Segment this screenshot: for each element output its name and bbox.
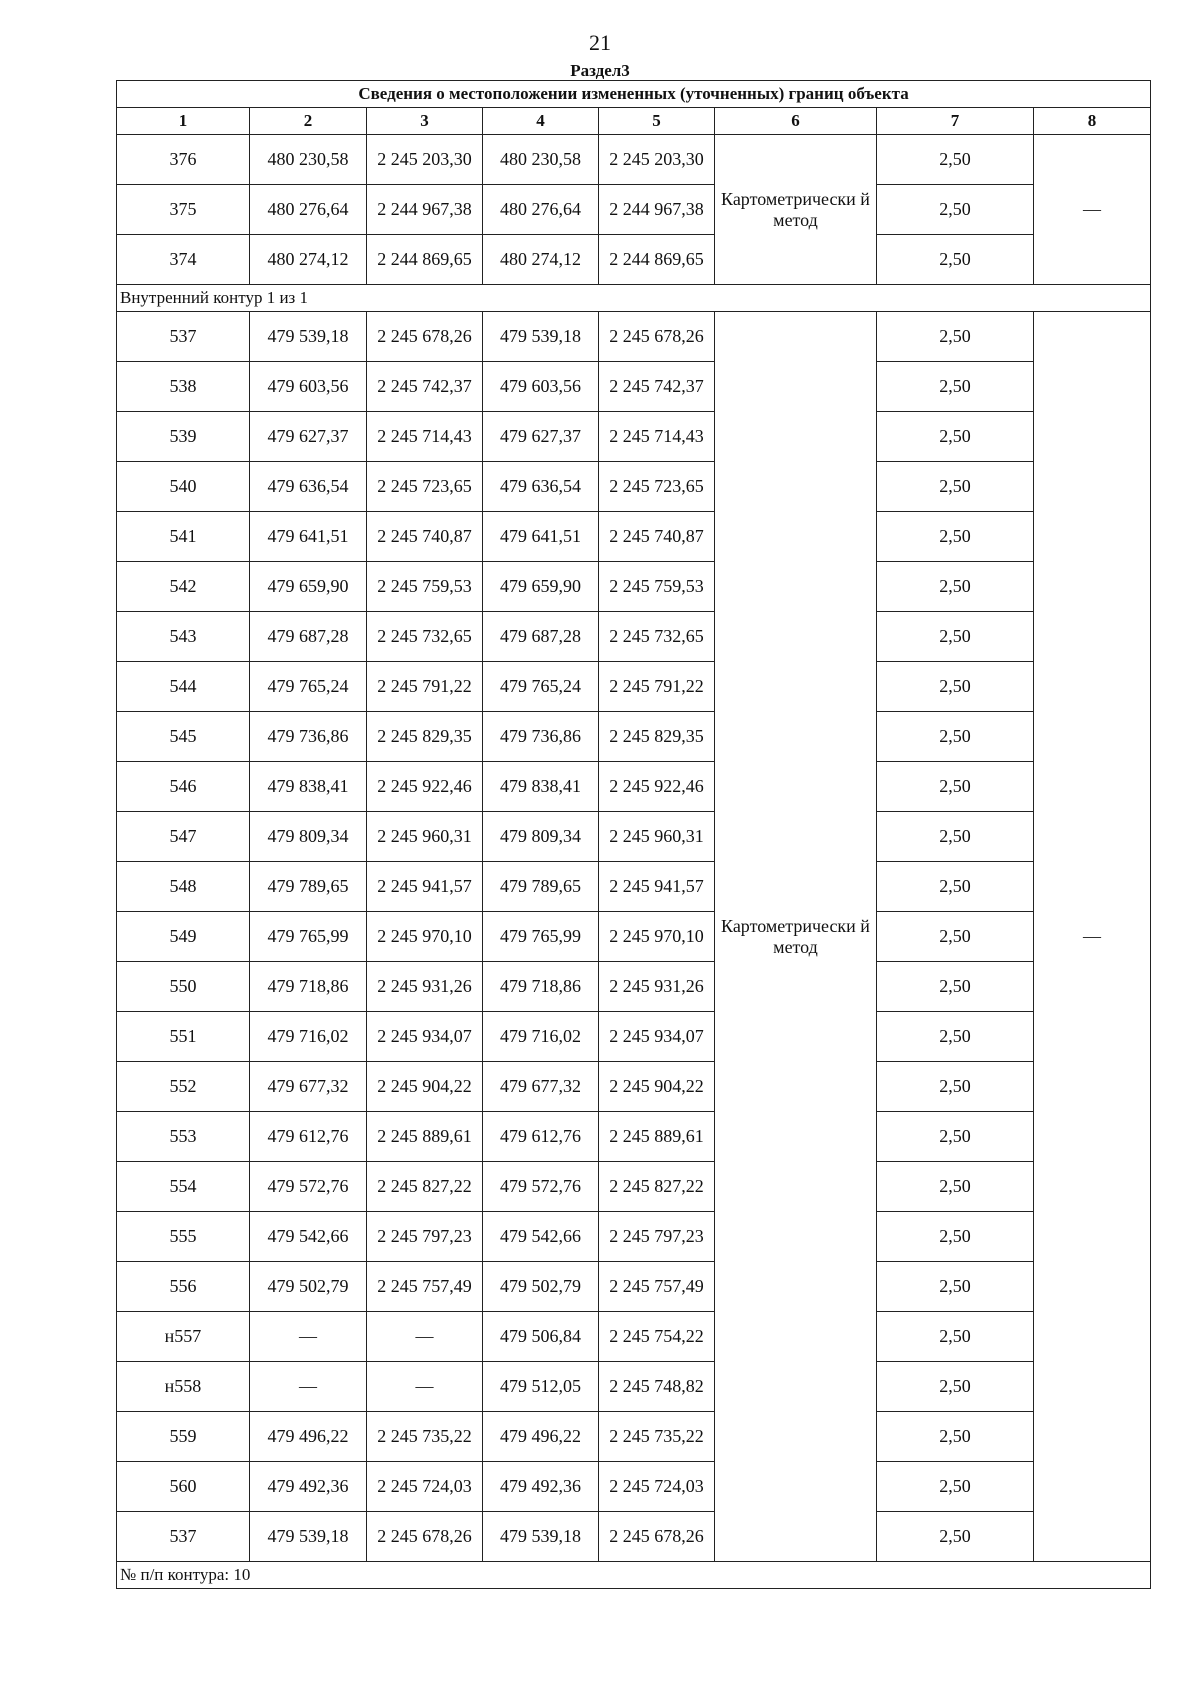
refined-x: 479 659,90 [483,562,599,612]
point-number: 547 [117,812,250,862]
existing-x: 479 765,99 [250,912,367,962]
accuracy-value: 2,50 [877,712,1034,762]
existing-y: 2 244 869,65 [367,235,483,285]
existing-x: 479 765,24 [250,662,367,712]
refined-y: 2 245 941,57 [599,862,715,912]
inner-contour-label: Внутренний контур 1 из 1 [117,285,1151,312]
existing-y: 2 245 723,65 [367,462,483,512]
point-number: 550 [117,962,250,1012]
refined-x: 479 765,99 [483,912,599,962]
column-number-row [117,108,1151,135]
existing-x: 479 502,79 [250,1262,367,1312]
accuracy-value: 2,50 [877,185,1034,235]
refined-y: 2 245 827,22 [599,1162,715,1212]
existing-y: 2 245 827,22 [367,1162,483,1212]
refined-y: 2 245 829,35 [599,712,715,762]
column-8-cell: — [1034,312,1151,1562]
existing-y: 2 245 735,22 [367,1412,483,1462]
existing-x: 479 496,22 [250,1412,367,1462]
point-number: 553 [117,1112,250,1162]
point-number: 546 [117,762,250,812]
existing-x: — [250,1312,367,1362]
refined-x: 479 539,18 [483,1512,599,1562]
point-number: 559 [117,1412,250,1462]
table-row [117,412,1151,462]
accuracy-value: 2,50 [877,962,1034,1012]
column-number: 6 [715,108,877,135]
table-row [117,1012,1151,1062]
existing-x: 479 572,76 [250,1162,367,1212]
refined-y: 2 245 797,23 [599,1212,715,1262]
table-row [117,912,1151,962]
accuracy-value: 2,50 [877,135,1034,185]
existing-x: 479 716,02 [250,1012,367,1062]
point-number: 542 [117,562,250,612]
existing-x: 479 838,41 [250,762,367,812]
accuracy-value: 2,50 [877,1362,1034,1412]
table-row [117,312,1151,362]
point-number: н557 [117,1312,250,1362]
existing-y: 2 245 203,30 [367,135,483,185]
accuracy-value: 2,50 [877,562,1034,612]
refined-x: 479 636,54 [483,462,599,512]
existing-y: 2 245 732,65 [367,612,483,662]
refined-x: 479 687,28 [483,612,599,662]
point-number: 545 [117,712,250,762]
refined-x: 479 838,41 [483,762,599,812]
existing-x: 479 542,66 [250,1212,367,1262]
refined-x: 479 627,37 [483,412,599,462]
existing-x: 479 627,37 [250,412,367,462]
refined-x: 479 542,66 [483,1212,599,1262]
table-row [117,135,1151,185]
existing-y: 2 245 829,35 [367,712,483,762]
existing-y: 2 245 960,31 [367,812,483,862]
point-number: 556 [117,1262,250,1312]
accuracy-value: 2,50 [877,412,1034,462]
existing-y: — [367,1362,483,1412]
accuracy-value: 2,50 [877,1262,1034,1312]
point-number: н558 [117,1362,250,1412]
accuracy-value: 2,50 [877,1312,1034,1362]
existing-x: 480 230,58 [250,135,367,185]
table-row [117,1512,1151,1562]
column-8-cell: — [1034,135,1151,285]
refined-x: 479 612,76 [483,1112,599,1162]
table-row [117,235,1151,285]
refined-y: 2 244 869,65 [599,235,715,285]
point-number: 537 [117,312,250,362]
inner-contour-label-row [117,285,1151,312]
refined-x: 479 539,18 [483,312,599,362]
table-row [117,1062,1151,1112]
refined-y: 2 245 759,53 [599,562,715,612]
accuracy-value: 2,50 [877,312,1034,362]
point-number: 551 [117,1012,250,1062]
column-number: 3 [367,108,483,135]
refined-x: 479 641,51 [483,512,599,562]
refined-y: 2 245 735,22 [599,1412,715,1462]
table-row [117,1362,1151,1412]
refined-y: 2 245 732,65 [599,612,715,662]
point-number: 552 [117,1062,250,1112]
accuracy-value: 2,50 [877,1112,1034,1162]
accuracy-value: 2,50 [877,762,1034,812]
existing-x: 479 539,18 [250,312,367,362]
column-number: 4 [483,108,599,135]
existing-x: 479 659,90 [250,562,367,612]
table-row [117,962,1151,1012]
refined-y: 2 245 748,82 [599,1362,715,1412]
table-row [117,1412,1151,1462]
accuracy-value: 2,50 [877,1062,1034,1112]
refined-y: 2 245 754,22 [599,1312,715,1362]
point-number: 554 [117,1162,250,1212]
refined-x: 479 506,84 [483,1312,599,1362]
accuracy-value: 2,50 [877,1212,1034,1262]
existing-y: 2 245 922,46 [367,762,483,812]
table-row [117,1462,1151,1512]
refined-x: 479 716,02 [483,1012,599,1062]
accuracy-value: 2,50 [877,1162,1034,1212]
existing-y: 2 244 967,38 [367,185,483,235]
refined-x: 479 512,05 [483,1362,599,1412]
accuracy-value: 2,50 [877,462,1034,512]
point-number: 375 [117,185,250,235]
refined-x: 479 718,86 [483,962,599,1012]
existing-y: 2 245 759,53 [367,562,483,612]
refined-y: 2 245 678,26 [599,312,715,362]
table-row [117,762,1151,812]
existing-x: 479 492,36 [250,1462,367,1512]
existing-x: 479 687,28 [250,612,367,662]
refined-y: 2 245 742,37 [599,362,715,412]
refined-y: 2 245 757,49 [599,1262,715,1312]
existing-x: 480 276,64 [250,185,367,235]
existing-y: 2 245 740,87 [367,512,483,562]
point-number: 548 [117,862,250,912]
existing-x: 479 612,76 [250,1112,367,1162]
column-number: 8 [1034,108,1151,135]
accuracy-value: 2,50 [877,512,1034,562]
existing-x: 480 274,12 [250,235,367,285]
table-row [117,1112,1151,1162]
refined-x: 479 496,22 [483,1412,599,1462]
page-number: 21 [589,30,611,55]
refined-y: 2 245 678,26 [599,1512,715,1562]
refined-x: 479 789,65 [483,862,599,912]
refined-y: 2 245 203,30 [599,135,715,185]
refined-x: 479 502,79 [483,1262,599,1312]
section-title: Раздел3 [570,61,630,80]
table-row [117,612,1151,662]
existing-y: 2 245 941,57 [367,862,483,912]
point-number: 543 [117,612,250,662]
refined-x: 479 736,86 [483,712,599,762]
table-row [117,185,1151,235]
refined-y: 2 245 931,26 [599,962,715,1012]
refined-y: 2 245 889,61 [599,1112,715,1162]
accuracy-value: 2,50 [877,362,1034,412]
point-number: 539 [117,412,250,462]
existing-y: 2 245 970,10 [367,912,483,962]
refined-y: 2 245 714,43 [599,412,715,462]
existing-x: — [250,1362,367,1412]
refined-y: 2 245 904,22 [599,1062,715,1112]
accuracy-value: 2,50 [877,1412,1034,1462]
contour-number-label: № п/п контура: 10 [117,1562,1151,1589]
method-cell: Картометрически й метод [715,135,877,285]
existing-x: 479 539,18 [250,1512,367,1562]
column-number: 5 [599,108,715,135]
table-row [117,1162,1151,1212]
refined-x: 480 274,12 [483,235,599,285]
existing-y: 2 245 757,49 [367,1262,483,1312]
column-number: 1 [117,108,250,135]
refined-x: 479 765,24 [483,662,599,712]
point-number: 560 [117,1462,250,1512]
refined-x: 479 572,76 [483,1162,599,1212]
refined-y: 2 245 970,10 [599,912,715,962]
existing-y: 2 245 797,23 [367,1212,483,1262]
boundary-table [116,80,1151,1589]
point-number: 549 [117,912,250,962]
refined-y: 2 245 724,03 [599,1462,715,1512]
accuracy-value: 2,50 [877,812,1034,862]
table-row [117,1262,1151,1312]
existing-y: 2 245 931,26 [367,962,483,1012]
refined-y: 2 245 934,07 [599,1012,715,1062]
accuracy-value: 2,50 [877,1462,1034,1512]
accuracy-value: 2,50 [877,612,1034,662]
table-row [117,562,1151,612]
method-cell: Картометрически й метод [715,312,877,1562]
existing-x: 479 641,51 [250,512,367,562]
existing-y: 2 245 791,22 [367,662,483,712]
existing-x: 479 718,86 [250,962,367,1012]
point-number: 540 [117,462,250,512]
existing-y: 2 245 889,61 [367,1112,483,1162]
existing-y: 2 245 714,43 [367,412,483,462]
table-caption: Сведения о местоположении измененных (уточненных) границ объекта [117,81,1151,108]
refined-y: 2 245 791,22 [599,662,715,712]
accuracy-value: 2,50 [877,1512,1034,1562]
point-number: 544 [117,662,250,712]
accuracy-value: 2,50 [877,662,1034,712]
refined-x: 479 677,32 [483,1062,599,1112]
existing-x: 479 736,86 [250,712,367,762]
point-number: 538 [117,362,250,412]
existing-x: 479 809,34 [250,812,367,862]
existing-y: 2 245 678,26 [367,312,483,362]
accuracy-value: 2,50 [877,912,1034,962]
table-row [117,712,1151,762]
refined-y: 2 245 723,65 [599,462,715,512]
existing-y: 2 245 724,03 [367,1462,483,1512]
table-row [117,862,1151,912]
table-row [117,462,1151,512]
accuracy-value: 2,50 [877,235,1034,285]
refined-x: 479 492,36 [483,1462,599,1512]
existing-y: 2 245 904,22 [367,1062,483,1112]
accuracy-value: 2,50 [877,862,1034,912]
table-row [117,1212,1151,1262]
table-row [117,662,1151,712]
existing-x: 479 636,54 [250,462,367,512]
existing-x: 479 789,65 [250,862,367,912]
refined-y: 2 245 740,87 [599,512,715,562]
refined-y: 2 244 967,38 [599,185,715,235]
refined-x: 479 603,56 [483,362,599,412]
point-number: 555 [117,1212,250,1262]
existing-y: 2 245 678,26 [367,1512,483,1562]
refined-y: 2 245 960,31 [599,812,715,862]
column-number: 2 [250,108,367,135]
existing-y: 2 245 742,37 [367,362,483,412]
column-number: 7 [877,108,1034,135]
point-number: 541 [117,512,250,562]
table-row [117,1312,1151,1362]
accuracy-value: 2,50 [877,1012,1034,1062]
refined-x: 480 230,58 [483,135,599,185]
existing-x: 479 603,56 [250,362,367,412]
refined-x: 479 809,34 [483,812,599,862]
point-number: 537 [117,1512,250,1562]
refined-x: 480 276,64 [483,185,599,235]
table-row [117,812,1151,862]
existing-y: 2 245 934,07 [367,1012,483,1062]
refined-y: 2 245 922,46 [599,762,715,812]
table-row [117,362,1151,412]
point-number: 376 [117,135,250,185]
table-row [117,512,1151,562]
existing-x: 479 677,32 [250,1062,367,1112]
contour-number-label-row [117,1562,1151,1589]
existing-y: — [367,1312,483,1362]
point-number: 374 [117,235,250,285]
